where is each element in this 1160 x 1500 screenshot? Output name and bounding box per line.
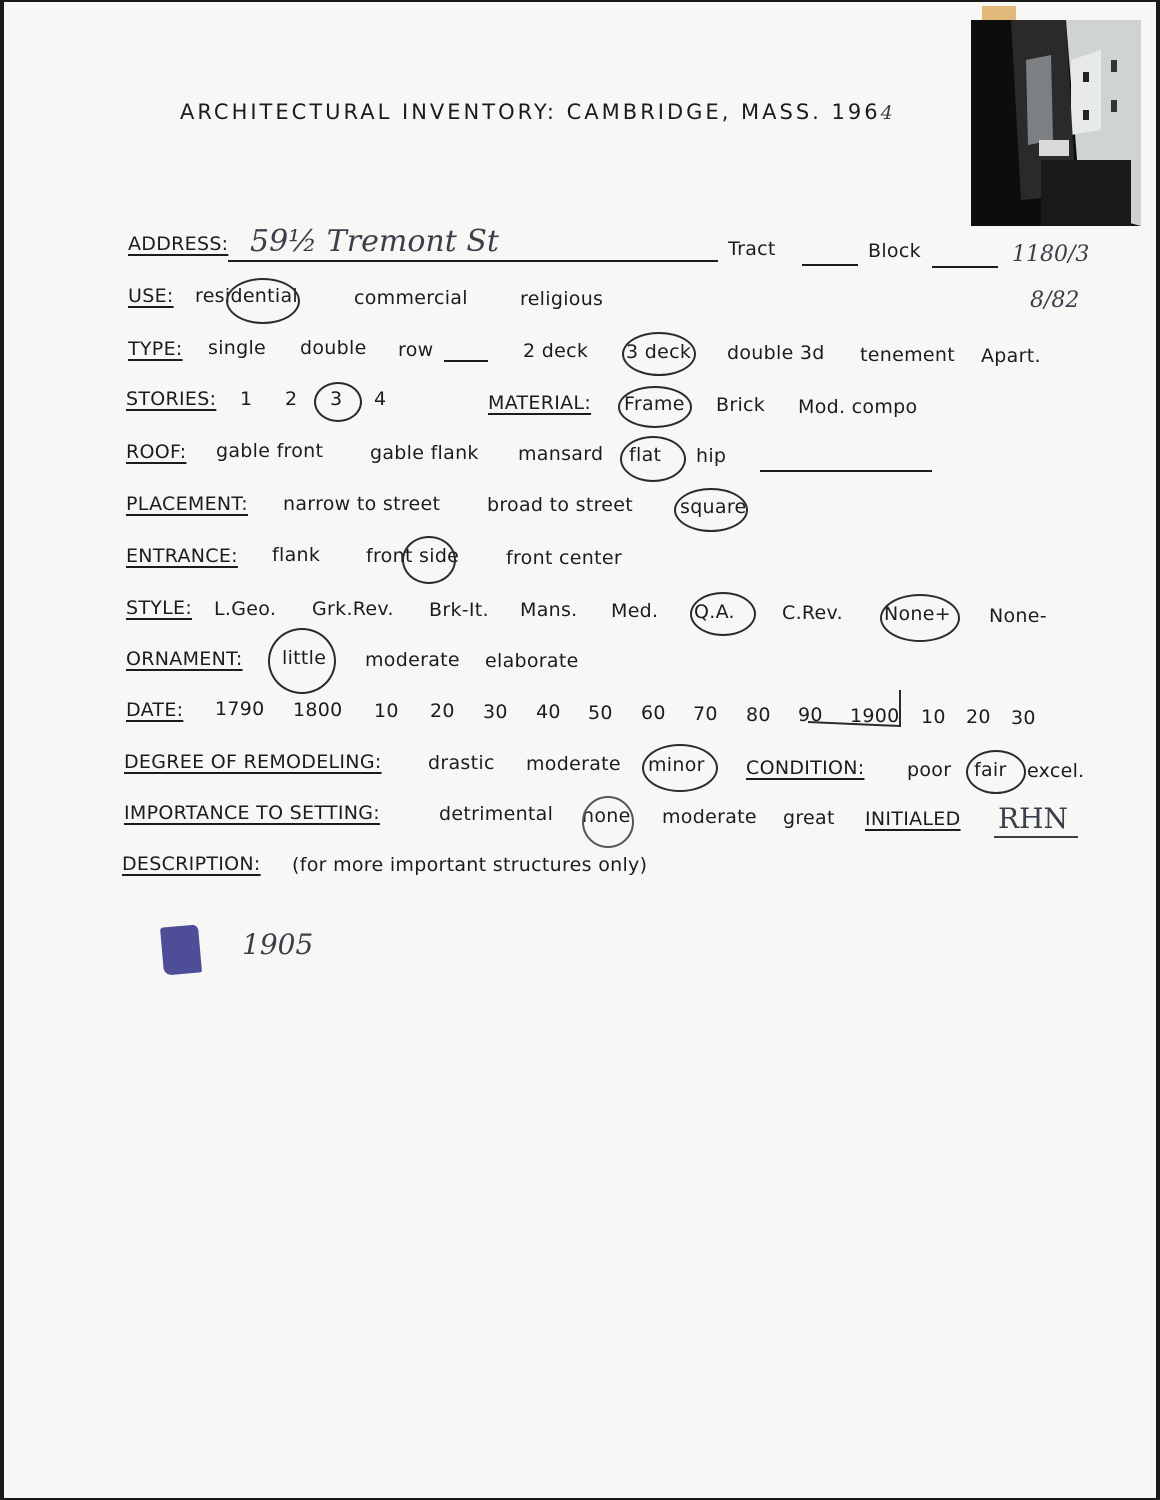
- style-qa-circle: [690, 592, 756, 636]
- block-label: Block: [868, 240, 921, 262]
- date-50: 50: [588, 702, 613, 724]
- entrance-selection-circle: [402, 536, 456, 584]
- material-frame: Frame: [624, 393, 685, 415]
- type-double-3d: double 3d: [727, 342, 825, 364]
- roof-flat: flat: [629, 444, 662, 466]
- style-med: Med.: [611, 600, 659, 622]
- condition-excel: excel.: [1027, 760, 1085, 782]
- ref-handwritten: 8/82: [1030, 288, 1080, 313]
- date-60: 60: [641, 702, 666, 724]
- style-none-minus: None-: [989, 605, 1047, 627]
- placement-broad: broad to street: [487, 494, 634, 516]
- address-label: ADDRESS:: [128, 233, 229, 255]
- ornament-moderate: moderate: [365, 649, 460, 671]
- block-line: [932, 266, 998, 268]
- date-20b: 20: [966, 706, 991, 728]
- tract-line: [802, 264, 858, 266]
- date-90: 90: [798, 704, 823, 726]
- importance-moderate: moderate: [662, 806, 757, 828]
- ornament-label: ORNAMENT:: [126, 648, 243, 670]
- style-label: STYLE:: [126, 597, 193, 619]
- type-label: TYPE:: [128, 338, 183, 360]
- date-20: 20: [430, 700, 455, 722]
- type-apart: Apart.: [981, 345, 1041, 367]
- date-1790: 1790: [215, 698, 265, 720]
- roof-label: ROOF:: [126, 441, 187, 463]
- type-tenement: tenement: [860, 344, 955, 366]
- style-l-geo: L.Geo.: [214, 598, 277, 620]
- type-selection-circle: [622, 332, 696, 376]
- tract-label: Tract: [728, 238, 776, 260]
- placement-narrow: narrow to street: [283, 493, 441, 515]
- use-label: USE:: [128, 285, 174, 307]
- form-heading: ARCHITECTURAL INVENTORY: CAMBRIDGE, MASS. 1964: [180, 100, 896, 124]
- remodeling-selection-circle: [642, 744, 718, 792]
- initialed-label: INITIALED: [865, 808, 961, 830]
- stories-1: 1: [240, 388, 253, 410]
- roof-mansard: mansard: [518, 443, 604, 465]
- remodeling-minor: minor: [648, 754, 705, 776]
- type-3-deck: 3 deck: [626, 341, 692, 363]
- condition-poor: poor: [907, 759, 952, 781]
- year-suffix-handwritten: 4: [880, 102, 896, 124]
- style-none-plus: None+: [884, 603, 951, 625]
- condition-label: CONDITION:: [746, 757, 865, 779]
- roof-selection-circle: [620, 436, 686, 482]
- importance-great: great: [783, 807, 835, 829]
- type-double: double: [300, 337, 367, 359]
- roof-gable-front: gable front: [216, 440, 324, 462]
- entrance-front-center: front center: [506, 547, 622, 569]
- importance-selection-circle: [582, 796, 634, 848]
- date-30b: 30: [1011, 707, 1036, 729]
- date-30: 30: [483, 701, 508, 723]
- use-commercial: commercial: [354, 287, 468, 309]
- stories-selection-circle: [314, 382, 362, 422]
- description-label: DESCRIPTION:: [122, 853, 261, 875]
- inventory-form-page: [4, 2, 1156, 1498]
- material-selection-circle: [618, 386, 692, 428]
- entrance-label: ENTRANCE:: [126, 545, 238, 567]
- style-brk-it: Brk-It.: [429, 599, 489, 621]
- material-mod-compo: Mod. compo: [798, 396, 918, 418]
- condition-selection-circle: [966, 750, 1026, 794]
- ornament-little: little: [282, 647, 327, 669]
- stories-2: 2: [285, 388, 298, 410]
- material-brick: Brick: [716, 394, 766, 416]
- date-range-mark: [804, 686, 914, 732]
- use-selection-circle: [226, 278, 300, 324]
- date-80: 80: [746, 704, 771, 726]
- ornament-selection-circle: [268, 628, 336, 694]
- material-label: MATERIAL:: [488, 392, 592, 414]
- initials-line: [994, 836, 1078, 838]
- date-1800: 1800: [293, 699, 343, 721]
- building-photo: [971, 20, 1141, 226]
- date-70: 70: [693, 703, 718, 725]
- style-mans: Mans.: [520, 599, 578, 621]
- importance-none: none: [582, 805, 631, 827]
- date-40: 40: [536, 701, 561, 723]
- entrance-flank: flank: [272, 544, 321, 566]
- date-10: 10: [374, 700, 399, 722]
- remodeling-moderate: moderate: [526, 753, 621, 775]
- style-none-circle: [880, 594, 960, 642]
- initials-handwritten: RHN: [998, 802, 1068, 835]
- type-single: single: [208, 337, 267, 359]
- placement-selection-circle: [674, 488, 748, 532]
- placement-square: square: [680, 496, 747, 518]
- entrance-front-side: front side: [366, 545, 460, 567]
- address-line: [228, 260, 718, 262]
- date-1900: 1900: [850, 705, 900, 727]
- placement-label: PLACEMENT:: [126, 493, 248, 515]
- type-row: row: [398, 339, 434, 361]
- use-residential: residential: [195, 285, 299, 307]
- remodeling-drastic: drastic: [428, 752, 495, 774]
- remodeling-label: DEGREE OF REMODELING:: [124, 751, 382, 773]
- roof-hip: hip: [696, 445, 727, 467]
- style-qa: Q.A.: [694, 601, 735, 623]
- date-10b: 10: [921, 706, 946, 728]
- roof-other-line: [760, 470, 932, 472]
- stories-3: 3: [330, 388, 343, 410]
- description-note: (for more important structures only): [292, 854, 648, 876]
- date-label: DATE:: [126, 699, 184, 721]
- stories-label: STORIES:: [126, 388, 217, 410]
- ink-stain: [160, 924, 202, 975]
- importance-detrimental: detrimental: [439, 803, 554, 825]
- style-c-rev: C.Rev.: [782, 602, 843, 624]
- description-year-handwritten: 1905: [242, 928, 314, 961]
- style-grk-rev: Grk.Rev.: [312, 598, 394, 620]
- importance-label: IMPORTANCE TO SETTING:: [124, 802, 380, 824]
- ornament-elaborate: elaborate: [485, 650, 579, 672]
- roof-gable-flank: gable flank: [370, 442, 479, 464]
- use-religious: religious: [520, 288, 604, 310]
- type-row-line: [444, 360, 488, 362]
- type-2-deck: 2 deck: [523, 340, 589, 362]
- condition-fair: fair: [974, 759, 1007, 781]
- block-handwritten: 1180/3: [1012, 242, 1090, 267]
- stories-4: 4: [374, 388, 387, 410]
- address-handwritten: 59½ Tremont St: [250, 224, 499, 259]
